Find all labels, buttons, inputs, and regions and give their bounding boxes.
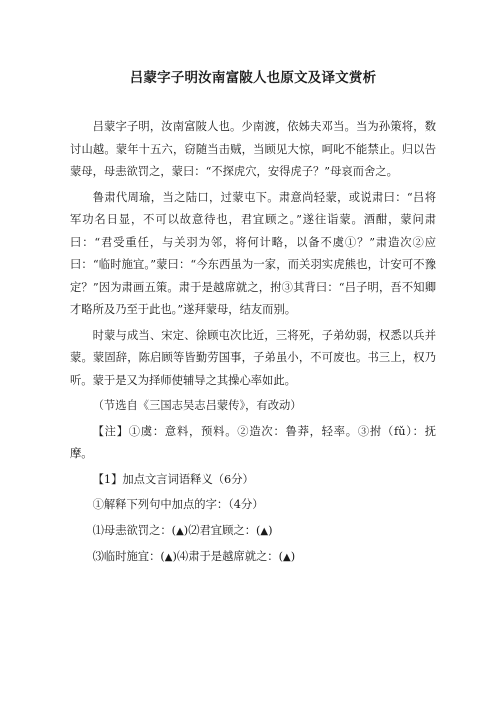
answer-blank-marker: ▲ xyxy=(176,525,184,537)
paragraph-lu-su: 鲁肃代周瑜，当之陆口，过蒙屯下。肃意尚轻蒙，或说肃曰：“吕将军功名日显，不可以故意待也，君宜顾之。”遂往诣蒙。酒酣，蒙问肃曰：“君受重任，与关羽为邻，将何计略，以备不虞①？”肃造次②应曰：“临时施宜。”蒙曰：“今东西虽为一家，而关羽实虎熊也，计安可不豫定？”因为肃画五策。肃于是越席就之，拊③其背曰：“吕子明，吾不知卿才略所及乃至于此也。”遂拜蒙母，结友而别。 xyxy=(70,190,436,316)
document-title: 吕蒙字子明汝南富陂人也原文及译文赏析 xyxy=(129,70,377,86)
question-item-1: ⑴母恚欲罚之：( xyxy=(92,523,177,537)
question-line-end: ) xyxy=(268,523,273,537)
question-line-1 xyxy=(70,520,436,544)
question-item-2: )⑵君宜顾之：( xyxy=(183,523,261,537)
question-heading: 【1】加点文言词语释义（6分） xyxy=(92,472,254,486)
paragraph-troops: 时蒙与成当、宋定、徐顾屯次比近，三将死，子弟幼弱，权悉以兵并蒙。蒙固辞，陈启顾等皆勤劳国事，子弟虽小，不可废也。书三上，权乃听。蒙于是又为择师使辅导之其操心率如此。 xyxy=(70,328,436,387)
answer-blank-marker: ▲ xyxy=(260,525,269,537)
question-item-4: )⑷肃于是越席就之：( xyxy=(172,550,283,563)
question-line-2 xyxy=(70,546,436,570)
answer-blank-marker: ▲ xyxy=(283,552,291,563)
question-item-3: ⑶临时施宜：( xyxy=(92,550,165,563)
source-note: （节选自《三国志吴志吕蒙传》，有改动） xyxy=(92,399,302,412)
question-line-end: ) xyxy=(290,550,296,563)
question-instruction: ①解释下列句中加点的字：（4分） xyxy=(92,498,264,511)
paragraph-intro: 吕蒙字子明，汝南富陂人也。少南渡，依姊夫邓当。当为孙策将，数讨山越。蒙年十五六，窃随当击贼，当顾见大惊，呵叱不能禁止。归以告蒙母，母恚欲罚之，蒙曰：“不探虎穴，安得虎子？”母哀而舍之。 xyxy=(70,120,436,178)
answer-blank-marker: ▲ xyxy=(164,552,173,563)
annotation-note: 【注】①虞：意料，预料。②造次：鲁莽，轻率。③拊（fǔ）：抚摩。 xyxy=(70,424,436,460)
